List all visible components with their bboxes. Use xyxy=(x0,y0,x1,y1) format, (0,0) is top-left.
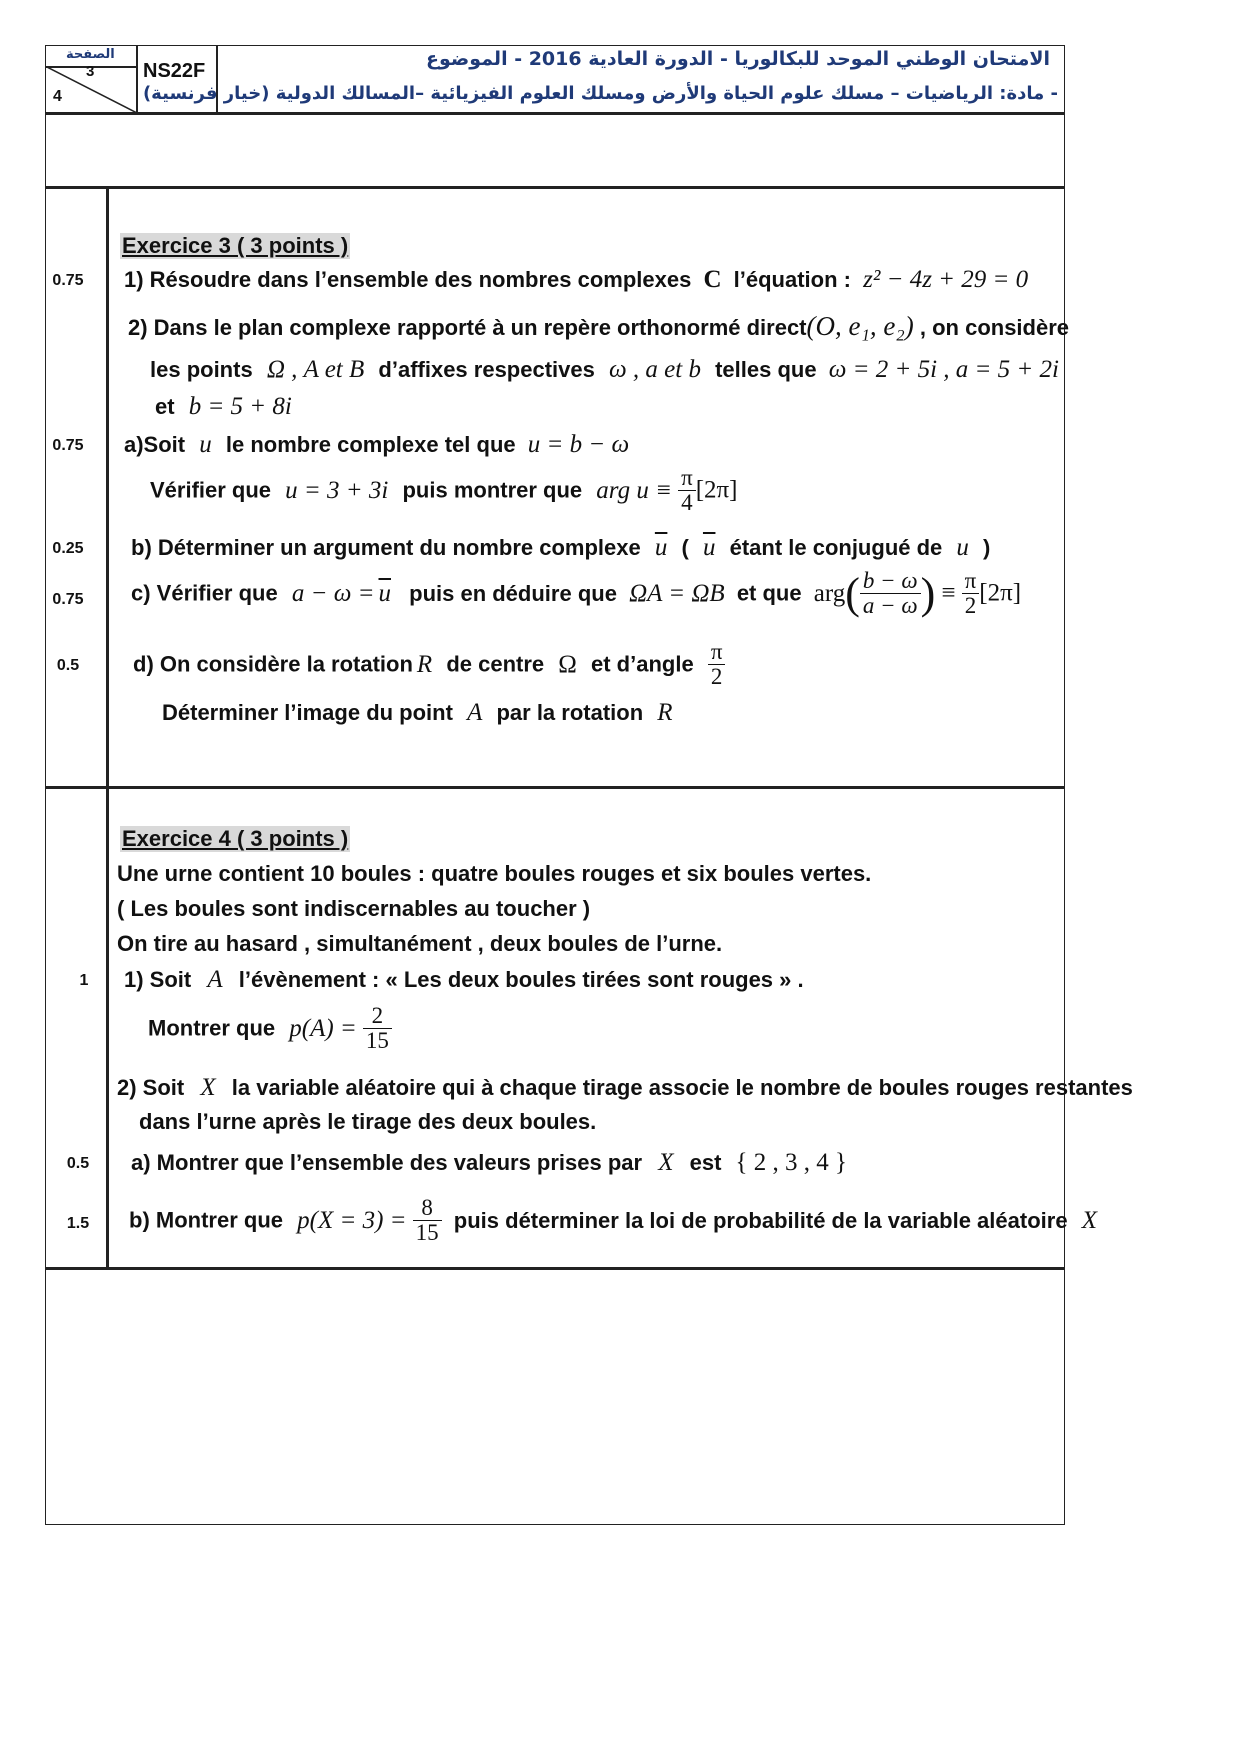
ex4-q1 xyxy=(124,966,804,994)
ex3-qb-var: $\overline{u}$ xyxy=(654,534,668,561)
ex4-intro3: On tire au hasard , simultanément , deux boules de l’urne. xyxy=(117,931,723,956)
ex3-q2-line2 xyxy=(150,356,1059,384)
section-line-2 xyxy=(45,786,1065,789)
ex3-qa-show: puis montrer que xyxy=(402,477,583,503)
ex3-qa-text: a)Soit xyxy=(124,432,186,457)
ex3-qc-text2: puis en déduire que xyxy=(409,580,617,606)
ex4-qa-text: a) Montrer que l’ensemble des valeurs prises par xyxy=(131,1150,643,1175)
ex3-qd-R2: R xyxy=(657,699,673,726)
exam-code: NS22F xyxy=(143,60,206,82)
ex3-qd-num: π xyxy=(708,640,726,665)
header-bottom-line xyxy=(45,112,1065,115)
ex3-q1 xyxy=(124,266,1028,294)
ex3-qb-text2: étant le conjugué de xyxy=(729,535,943,560)
ex3-q2-end: , on considère xyxy=(919,315,1070,340)
section-line-1 xyxy=(45,186,1065,189)
ex3-q2-such-that: telles que xyxy=(715,357,817,382)
ex3-q2-and: et xyxy=(155,394,175,419)
ex3-qd-line1 xyxy=(133,640,725,689)
ex3-qd-fraction xyxy=(708,640,726,689)
ex3-q1-set: C xyxy=(703,266,722,293)
ex3-qc-frac-num: b − ω xyxy=(860,569,921,594)
ex3-qd-text3: et d’angle xyxy=(591,651,694,677)
ex4-q2-a: 2) Soit xyxy=(117,1075,185,1100)
ex3-qc-eq2: ΩA = ΩB xyxy=(629,579,725,607)
page-label: الصفحة xyxy=(66,47,115,62)
ex3-qa-fraction xyxy=(678,466,696,515)
ex3-qb xyxy=(131,534,990,562)
ex3-qa-def: u = b − ω xyxy=(527,431,630,458)
ex3-qc xyxy=(131,568,1021,619)
ex3-score-2: 0.75 xyxy=(52,437,84,454)
ex3-qd-text: d) On considère la rotation xyxy=(133,651,413,677)
ex3-score-1: 0.75 xyxy=(52,272,84,289)
section-line-3 xyxy=(45,1267,1065,1270)
ex4-qb-X: X xyxy=(1081,1206,1097,1234)
ex3-qc-equiv: ≡ xyxy=(941,579,956,607)
ex3-qc-mod: [2π] xyxy=(979,579,1022,607)
ex4-q1-A: A xyxy=(207,966,223,993)
page-number: 3 xyxy=(86,63,95,80)
ex3-qc-pi-num: π xyxy=(962,569,980,594)
ex4-qb-p: p(X = 3) = xyxy=(297,1206,407,1234)
ex4-q1-pa: p(A) = xyxy=(289,1014,357,1042)
ex3-score-5: 0.5 xyxy=(56,657,80,674)
ex4-qa xyxy=(131,1149,847,1177)
ex3-q2-points: Ω , A et B xyxy=(266,356,365,383)
ex4-q1-den: 15 xyxy=(365,1028,389,1054)
ex3-qc-pi-fraction xyxy=(962,569,980,618)
ex3-qd-point: A xyxy=(467,699,483,726)
ex3-qb-paren-close: ) xyxy=(983,535,991,560)
ex3-qd-den: 2 xyxy=(710,664,723,690)
page-total: 4 xyxy=(53,88,62,105)
ex4-q2-X: X xyxy=(200,1074,216,1101)
ex3-qb-paren-open: ( xyxy=(681,535,689,560)
ex3-q2-line3 xyxy=(155,393,292,421)
ex3-q2-values: ω = 2 + 5i , a = 5 + 2i xyxy=(828,356,1059,383)
ex3-q1-equation: z² − 4z + 29 = 0 xyxy=(863,266,1029,293)
ex3-qa-u-value: u = 3 + 3i xyxy=(285,476,389,504)
score-column-divider xyxy=(106,186,109,1269)
ex4-q2-line1 xyxy=(117,1074,1133,1102)
ex3-q1-text: 1) Résoudre dans l’ensemble des nombres complexes xyxy=(124,267,692,292)
ex3-score-3: 0.25 xyxy=(52,540,84,557)
ex3-q2-b-value: b = 5 + 8i xyxy=(188,393,292,420)
ex3-qc-frac-den: a − ω xyxy=(862,593,918,618)
ex3-q1-eq-label: l’équation : xyxy=(733,267,851,292)
ex3-qc-arg: arg xyxy=(813,579,846,607)
ex3-q2-line1 xyxy=(128,311,1069,342)
ex4-q1-num: 2 xyxy=(363,1004,392,1029)
ex3-qa-verify: Vérifier que xyxy=(150,477,272,503)
ex4-q2-b: la variable aléatoire qui à chaque tirage associe le nombre de boules rouges restantes xyxy=(231,1075,1133,1100)
ex4-q1-show xyxy=(148,1004,392,1053)
ex4-q1-b: l’évènement : « Les deux boules tirées sont rouges » . xyxy=(238,967,804,992)
ex3-title: Exercice 3 ( 3 points ) xyxy=(122,233,349,258)
ex3-qc-text3: et que xyxy=(736,580,802,606)
ex4-score-3: 1.5 xyxy=(66,1215,90,1232)
ex4-intro1: Une urne contient 10 boules : quatre boules rouges et six boules vertes. xyxy=(117,861,872,886)
ex4-intro2: ( Les boules sont indiscernables au toucher ) xyxy=(117,896,591,921)
ex3-qa-text2: le nombre complexe tel que xyxy=(225,432,516,457)
ex4-q1-show-text: Montrer que xyxy=(148,1015,276,1041)
ex4-qb xyxy=(129,1196,1097,1245)
ex3-qb-text: b) Déterminer un argument du nombre complexe xyxy=(131,535,641,560)
ex3-qd-center: Ω xyxy=(558,650,577,678)
ex3-qa-var: u xyxy=(199,431,212,458)
ex3-q2-affixes-label: d’affixes respectives xyxy=(378,357,595,382)
ex4-qb-num: 8 xyxy=(413,1196,442,1221)
ex4-qb-fraction xyxy=(413,1196,442,1245)
ex4-title: Exercice 4 ( 3 points ) xyxy=(122,826,349,851)
ex3-qd-line2-text: Déterminer l’image du point xyxy=(162,700,453,725)
ex3-qc-paren-left: ( xyxy=(845,569,860,618)
ex3-qa-arg: arg u ≡ xyxy=(596,476,672,504)
ex3-qd-line2b: par la rotation xyxy=(496,700,644,725)
ex3-qd-text2: de centre xyxy=(446,651,545,677)
ex3-qc-pi-den: 2 xyxy=(964,593,977,618)
ex3-qc-eq-right: $\overline{u}$ xyxy=(378,579,391,607)
ex3-qc-paren-right: ) xyxy=(920,569,936,618)
ex3-qb-var-conj: $\overline{u}$ xyxy=(702,534,716,561)
ex4-qb-den: 15 xyxy=(415,1220,439,1246)
ex4-qa-X: X xyxy=(658,1149,674,1176)
ex4-qb-text: b) Montrer que xyxy=(129,1207,283,1233)
ex3-qc-fraction xyxy=(860,569,921,618)
ex3-qc-eq-left: a − ω = xyxy=(291,579,375,607)
ex4-q2-line2: dans l’urne après le tirage des deux boules. xyxy=(139,1109,597,1134)
ex3-qd-R: R xyxy=(416,650,433,678)
ex4-qb-text2: puis déterminer la loi de probabilité de la variable aléatoire xyxy=(453,1207,1068,1233)
ex3-q2-points-label: les points xyxy=(150,357,253,382)
ex3-q2-affixes: ω , a et b xyxy=(609,356,701,383)
ex4-q1-fraction xyxy=(363,1004,392,1053)
header-title-line1: الامتحان الوطني الموحد للبكالوريا - الدورة العادية 2016 - الموضوع xyxy=(426,48,1050,70)
ex3-qa-frac-den: 4 xyxy=(681,490,693,516)
ex3-qb-var2: u xyxy=(956,534,969,561)
ex3-qa-mod: [2π] xyxy=(695,476,738,504)
ex3-qa-line1 xyxy=(124,431,629,459)
ex3-qd-line2 xyxy=(162,699,673,727)
ex3-q2-frame: (O, e₁, e₂) xyxy=(806,311,914,341)
ex4-qa-set: { 2 , 3 , 4 } xyxy=(735,1149,848,1176)
ex3-q2-text: 2) Dans le plan complexe rapporté à un repère orthonormé direct xyxy=(128,315,807,340)
ex4-qa-est: est xyxy=(689,1150,722,1175)
header-title-line2: - مادة: الرياضيات – مسلك علوم الحياة والأرض ومسلك العلوم الفيزيائية –المسالك الدولية (خيار فرنسية) xyxy=(142,83,1058,104)
ex3-score-4: 0.75 xyxy=(52,591,84,608)
ex3-qc-text: c) Vérifier que xyxy=(131,580,278,606)
ex4-q1-a: 1) Soit xyxy=(124,967,192,992)
ex4-score-2: 0.5 xyxy=(66,1155,90,1172)
ex3-qa-line2 xyxy=(150,466,738,515)
ex3-qa-frac-num: π xyxy=(678,466,696,491)
ex4-score-1: 1 xyxy=(79,972,89,989)
